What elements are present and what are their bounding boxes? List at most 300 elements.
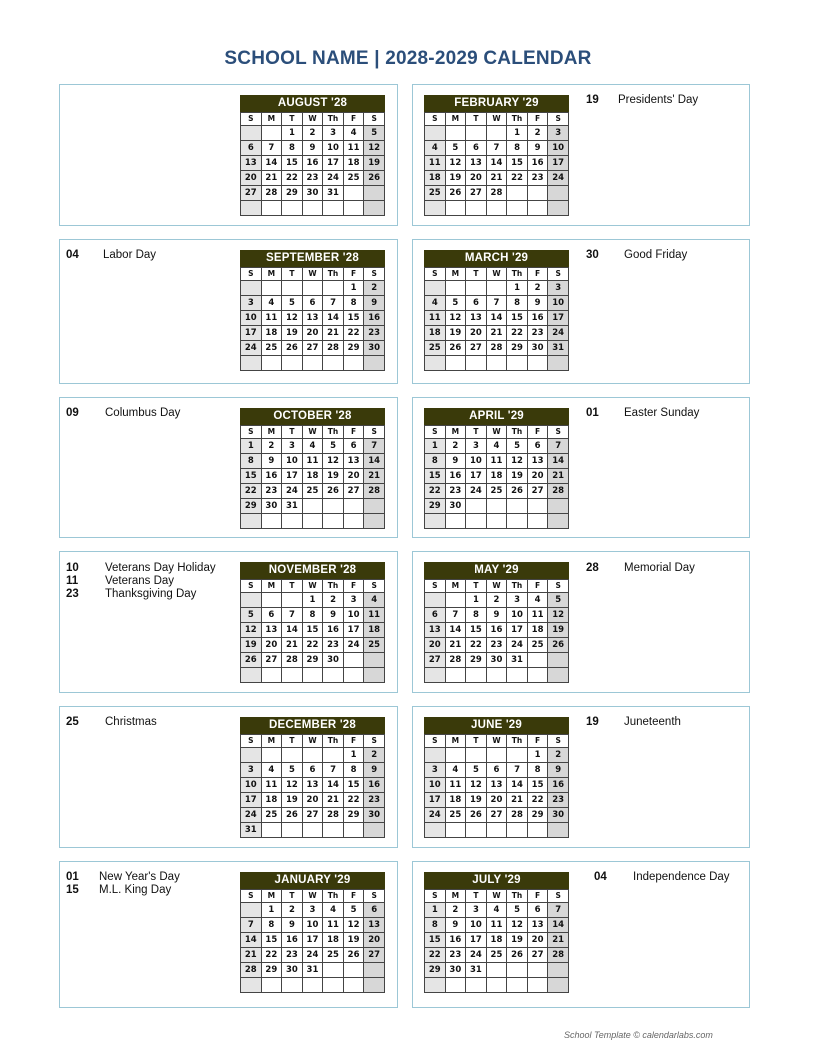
day-cell: 3: [302, 903, 323, 918]
weekday-label: M: [261, 268, 282, 281]
month-grid: [240, 734, 385, 838]
event-list: [594, 871, 764, 884]
day-cell: 8: [425, 918, 446, 933]
day-cell: 3: [241, 296, 262, 311]
event-date: 19: [586, 716, 599, 728]
day-cell: 24: [241, 808, 262, 823]
day-cell: 1: [507, 281, 528, 296]
day-cell: 22: [343, 793, 364, 808]
day-cell: 21: [548, 933, 569, 948]
day-cell: 25: [486, 484, 507, 499]
weekday-label: M: [445, 426, 466, 439]
month-grid: [240, 267, 385, 371]
day-cell: 4: [486, 439, 507, 454]
weekday-label: F: [343, 890, 364, 903]
day-cell: 28: [486, 186, 507, 201]
day-cell: 9: [364, 763, 385, 778]
empty-day-cell: [425, 978, 446, 993]
day-cell: 25: [364, 638, 385, 653]
empty-day-cell: [548, 499, 569, 514]
empty-day-cell: [527, 201, 548, 216]
day-cell: 26: [241, 653, 262, 668]
day-cell: 24: [548, 171, 569, 186]
day-cell: 27: [527, 484, 548, 499]
empty-day-cell: [282, 514, 303, 529]
empty-day-cell: [282, 978, 303, 993]
day-cell: 9: [445, 454, 466, 469]
day-cell: 29: [261, 963, 282, 978]
day-cell: 22: [527, 793, 548, 808]
day-cell: 28: [261, 186, 282, 201]
empty-day-cell: [261, 668, 282, 683]
day-cell: 14: [486, 311, 507, 326]
day-cell: 3: [466, 903, 487, 918]
day-cell: 19: [466, 793, 487, 808]
empty-day-cell: [486, 499, 507, 514]
day-cell: 24: [466, 948, 487, 963]
day-cell: 8: [343, 763, 364, 778]
empty-day-cell: [445, 978, 466, 993]
weekday-label: Th: [323, 890, 344, 903]
empty-day-cell: [445, 823, 466, 838]
day-cell: 14: [445, 623, 466, 638]
day-cell: 7: [445, 608, 466, 623]
day-cell: 3: [343, 593, 364, 608]
day-cell: 15: [425, 933, 446, 948]
event-item: [66, 249, 236, 262]
empty-day-cell: [425, 668, 446, 683]
empty-day-cell: [466, 126, 487, 141]
day-cell: 25: [261, 341, 282, 356]
month-header: JANUARY '29: [240, 872, 385, 889]
month-header: FEBRUARY '29: [424, 95, 569, 112]
empty-day-cell: [261, 823, 282, 838]
day-cell: 22: [261, 948, 282, 963]
event-date: 04: [594, 871, 607, 883]
day-cell: 19: [323, 469, 344, 484]
month-grid: [424, 734, 569, 838]
day-cell: 10: [548, 141, 569, 156]
day-cell: 1: [343, 748, 364, 763]
weekday-label: F: [527, 426, 548, 439]
empty-day-cell: [507, 499, 528, 514]
empty-day-cell: [466, 201, 487, 216]
weekday-label: T: [282, 890, 303, 903]
empty-day-cell: [548, 356, 569, 371]
day-cell: 21: [507, 793, 528, 808]
event-item: [586, 249, 756, 262]
day-cell: 15: [507, 311, 528, 326]
day-cell: 1: [466, 593, 487, 608]
weekday-label: S: [241, 426, 262, 439]
day-cell: 30: [548, 808, 569, 823]
empty-day-cell: [445, 281, 466, 296]
empty-day-cell: [241, 668, 262, 683]
day-cell: 5: [507, 439, 528, 454]
day-cell: 12: [445, 156, 466, 171]
day-cell: 30: [323, 653, 344, 668]
day-cell: 21: [486, 326, 507, 341]
day-cell: 26: [507, 948, 528, 963]
empty-day-cell: [343, 201, 364, 216]
day-cell: 1: [425, 903, 446, 918]
weekday-label: T: [466, 113, 487, 126]
day-cell: 14: [486, 156, 507, 171]
day-cell: 25: [486, 948, 507, 963]
day-cell: 27: [261, 653, 282, 668]
weekday-label: S: [364, 890, 385, 903]
day-cell: 2: [302, 126, 323, 141]
empty-day-cell: [343, 186, 364, 201]
day-cell: 17: [241, 326, 262, 341]
weekday-label: T: [282, 580, 303, 593]
weekday-label: Th: [507, 426, 528, 439]
day-cell: 10: [241, 778, 262, 793]
month-grid: [240, 112, 385, 216]
day-cell: 5: [507, 903, 528, 918]
empty-day-cell: [527, 823, 548, 838]
day-cell: 28: [486, 341, 507, 356]
day-cell: 7: [323, 296, 344, 311]
day-cell: 13: [343, 454, 364, 469]
day-cell: 27: [302, 808, 323, 823]
day-cell: 18: [261, 793, 282, 808]
day-cell: 10: [548, 296, 569, 311]
day-cell: 17: [466, 469, 487, 484]
event-name: M.L. King Day: [99, 884, 172, 896]
event-date: 30: [586, 249, 599, 261]
empty-day-cell: [527, 186, 548, 201]
event-item: [586, 407, 756, 420]
day-cell: 23: [261, 484, 282, 499]
day-cell: 27: [527, 948, 548, 963]
day-cell: 13: [302, 778, 323, 793]
empty-day-cell: [445, 668, 466, 683]
empty-day-cell: [323, 281, 344, 296]
weekday-label: M: [261, 890, 282, 903]
event-name: Thanksgiving Day: [105, 588, 197, 600]
day-cell: 15: [507, 156, 528, 171]
day-cell: 10: [425, 778, 446, 793]
day-cell: 15: [466, 623, 487, 638]
day-cell: 28: [282, 653, 303, 668]
weekday-label: S: [241, 580, 262, 593]
day-cell: 24: [466, 484, 487, 499]
day-cell: 23: [302, 171, 323, 186]
empty-day-cell: [425, 514, 446, 529]
weekday-label: Th: [323, 735, 344, 748]
weekday-label: M: [261, 113, 282, 126]
day-cell: 20: [302, 326, 323, 341]
event-item: [586, 94, 756, 107]
day-cell: 19: [282, 326, 303, 341]
day-cell: 15: [343, 311, 364, 326]
day-cell: 9: [302, 141, 323, 156]
empty-day-cell: [445, 748, 466, 763]
day-cell: 3: [425, 763, 446, 778]
day-cell: 13: [261, 623, 282, 638]
month-calendar-december-28: [240, 717, 385, 838]
day-cell: 27: [425, 653, 446, 668]
empty-day-cell: [466, 499, 487, 514]
day-cell: 31: [302, 963, 323, 978]
empty-day-cell: [323, 963, 344, 978]
day-cell: 29: [302, 653, 323, 668]
day-cell: 16: [282, 933, 303, 948]
empty-day-cell: [507, 963, 528, 978]
day-cell: 17: [302, 933, 323, 948]
footer-credit: School Template © calendarlabs.com: [564, 1030, 713, 1040]
day-cell: 21: [445, 638, 466, 653]
event-list: [66, 249, 236, 262]
weekday-label: W: [486, 890, 507, 903]
month-header: OCTOBER '28: [240, 408, 385, 425]
day-cell: 12: [364, 141, 385, 156]
weekday-label: F: [343, 113, 364, 126]
empty-day-cell: [343, 499, 364, 514]
weekday-label: S: [364, 113, 385, 126]
day-cell: 2: [445, 439, 466, 454]
day-cell: 31: [323, 186, 344, 201]
day-cell: 24: [323, 171, 344, 186]
day-cell: 28: [364, 484, 385, 499]
weekday-label: M: [445, 890, 466, 903]
event-name: Presidents' Day: [618, 94, 699, 106]
empty-day-cell: [302, 356, 323, 371]
empty-day-cell: [527, 668, 548, 683]
day-cell: 13: [364, 918, 385, 933]
day-cell: 3: [548, 126, 569, 141]
day-cell: 2: [527, 126, 548, 141]
day-cell: 8: [343, 296, 364, 311]
empty-day-cell: [302, 978, 323, 993]
day-cell: 8: [527, 763, 548, 778]
day-cell: 20: [425, 638, 446, 653]
event-name: Christmas: [105, 716, 157, 728]
day-cell: 1: [302, 593, 323, 608]
day-cell: 18: [302, 469, 323, 484]
day-cell: 29: [241, 499, 262, 514]
day-cell: 13: [466, 156, 487, 171]
empty-day-cell: [302, 499, 323, 514]
empty-day-cell: [364, 978, 385, 993]
weekday-label: F: [527, 735, 548, 748]
day-cell: 17: [282, 469, 303, 484]
day-cell: 4: [445, 763, 466, 778]
day-cell: 8: [466, 608, 487, 623]
day-cell: 2: [364, 748, 385, 763]
day-cell: 19: [507, 933, 528, 948]
day-cell: 2: [486, 593, 507, 608]
day-cell: 7: [241, 918, 262, 933]
day-cell: 19: [364, 156, 385, 171]
day-cell: 13: [527, 918, 548, 933]
event-item: [66, 871, 236, 884]
day-cell: 18: [364, 623, 385, 638]
empty-day-cell: [445, 201, 466, 216]
day-cell: 4: [486, 903, 507, 918]
weekday-label: S: [548, 113, 569, 126]
day-cell: 30: [364, 341, 385, 356]
weekday-label: F: [527, 580, 548, 593]
weekday-label: T: [466, 890, 487, 903]
weekday-label: S: [364, 268, 385, 281]
day-cell: 26: [282, 341, 303, 356]
empty-day-cell: [527, 978, 548, 993]
day-cell: 8: [507, 141, 528, 156]
day-cell: 24: [241, 341, 262, 356]
day-cell: 16: [486, 623, 507, 638]
empty-day-cell: [241, 748, 262, 763]
event-item: [594, 871, 764, 884]
empty-day-cell: [261, 514, 282, 529]
weekday-label: W: [302, 426, 323, 439]
day-cell: 12: [507, 918, 528, 933]
empty-day-cell: [445, 126, 466, 141]
day-cell: 14: [282, 623, 303, 638]
day-cell: 12: [282, 311, 303, 326]
event-item: [586, 716, 756, 729]
month-calendar-february-29: [424, 95, 569, 216]
day-cell: 14: [241, 933, 262, 948]
day-cell: 5: [445, 296, 466, 311]
day-cell: 25: [261, 808, 282, 823]
empty-day-cell: [486, 356, 507, 371]
day-cell: 29: [527, 808, 548, 823]
day-cell: 11: [323, 918, 344, 933]
day-cell: 27: [466, 186, 487, 201]
day-cell: 15: [425, 469, 446, 484]
day-cell: 9: [445, 918, 466, 933]
empty-day-cell: [527, 356, 548, 371]
day-cell: 23: [527, 171, 548, 186]
empty-day-cell: [466, 514, 487, 529]
day-cell: 22: [425, 484, 446, 499]
empty-day-cell: [486, 514, 507, 529]
day-cell: 9: [261, 454, 282, 469]
day-cell: 20: [364, 933, 385, 948]
day-cell: 16: [527, 156, 548, 171]
day-cell: 1: [261, 903, 282, 918]
weekday-label: S: [548, 890, 569, 903]
empty-day-cell: [241, 201, 262, 216]
day-cell: 28: [445, 653, 466, 668]
day-cell: 25: [425, 186, 446, 201]
empty-day-cell: [425, 593, 446, 608]
day-cell: 7: [507, 763, 528, 778]
empty-day-cell: [302, 823, 323, 838]
day-cell: 26: [343, 948, 364, 963]
empty-day-cell: [241, 593, 262, 608]
empty-day-cell: [466, 356, 487, 371]
day-cell: 20: [261, 638, 282, 653]
day-cell: 23: [323, 638, 344, 653]
event-date: 19: [586, 94, 599, 106]
empty-day-cell: [425, 201, 446, 216]
weekday-label: W: [302, 113, 323, 126]
day-cell: 5: [282, 296, 303, 311]
day-cell: 15: [261, 933, 282, 948]
day-cell: 7: [282, 608, 303, 623]
day-cell: 29: [282, 186, 303, 201]
day-cell: 7: [548, 903, 569, 918]
empty-day-cell: [282, 593, 303, 608]
month-grid: [240, 425, 385, 529]
month-grid: [424, 579, 569, 683]
empty-day-cell: [507, 823, 528, 838]
day-cell: 14: [323, 311, 344, 326]
month-grid: [240, 579, 385, 683]
empty-day-cell: [282, 201, 303, 216]
weekday-label: Th: [507, 268, 528, 281]
day-cell: 11: [527, 608, 548, 623]
day-cell: 25: [527, 638, 548, 653]
day-cell: 18: [425, 326, 446, 341]
day-cell: 1: [425, 439, 446, 454]
day-cell: 1: [282, 126, 303, 141]
day-cell: 17: [507, 623, 528, 638]
day-cell: 8: [425, 454, 446, 469]
day-cell: 11: [425, 311, 446, 326]
event-list: [586, 562, 756, 575]
month-grid: [240, 889, 385, 993]
weekday-label: T: [466, 268, 487, 281]
day-cell: 16: [445, 933, 466, 948]
day-cell: 29: [425, 499, 446, 514]
day-cell: 25: [445, 808, 466, 823]
month-calendar-november-28: [240, 562, 385, 683]
day-cell: 6: [486, 763, 507, 778]
empty-day-cell: [425, 748, 446, 763]
empty-day-cell: [261, 201, 282, 216]
day-cell: 7: [548, 439, 569, 454]
event-date: 01: [586, 407, 599, 419]
month-header: APRIL '29: [424, 408, 569, 425]
day-cell: 10: [302, 918, 323, 933]
empty-day-cell: [343, 823, 364, 838]
day-cell: 14: [261, 156, 282, 171]
day-cell: 9: [364, 296, 385, 311]
day-cell: 6: [261, 608, 282, 623]
day-cell: 16: [445, 469, 466, 484]
empty-day-cell: [527, 653, 548, 668]
event-list: [66, 407, 236, 420]
day-cell: 8: [507, 296, 528, 311]
empty-day-cell: [486, 281, 507, 296]
weekday-label: F: [343, 268, 364, 281]
day-cell: 10: [343, 608, 364, 623]
empty-day-cell: [466, 978, 487, 993]
day-cell: 6: [527, 903, 548, 918]
day-cell: 7: [486, 296, 507, 311]
empty-day-cell: [486, 748, 507, 763]
empty-day-cell: [548, 201, 569, 216]
month-calendar-may-29: [424, 562, 569, 683]
day-cell: 14: [548, 454, 569, 469]
empty-day-cell: [261, 978, 282, 993]
weekday-label: Th: [323, 426, 344, 439]
weekday-label: S: [364, 735, 385, 748]
day-cell: 9: [548, 763, 569, 778]
empty-day-cell: [364, 668, 385, 683]
event-item: [586, 562, 756, 575]
empty-day-cell: [241, 903, 262, 918]
month-header: JULY '29: [424, 872, 569, 889]
day-cell: 13: [302, 311, 323, 326]
month-header: DECEMBER '28: [240, 717, 385, 734]
empty-day-cell: [548, 963, 569, 978]
empty-day-cell: [364, 499, 385, 514]
